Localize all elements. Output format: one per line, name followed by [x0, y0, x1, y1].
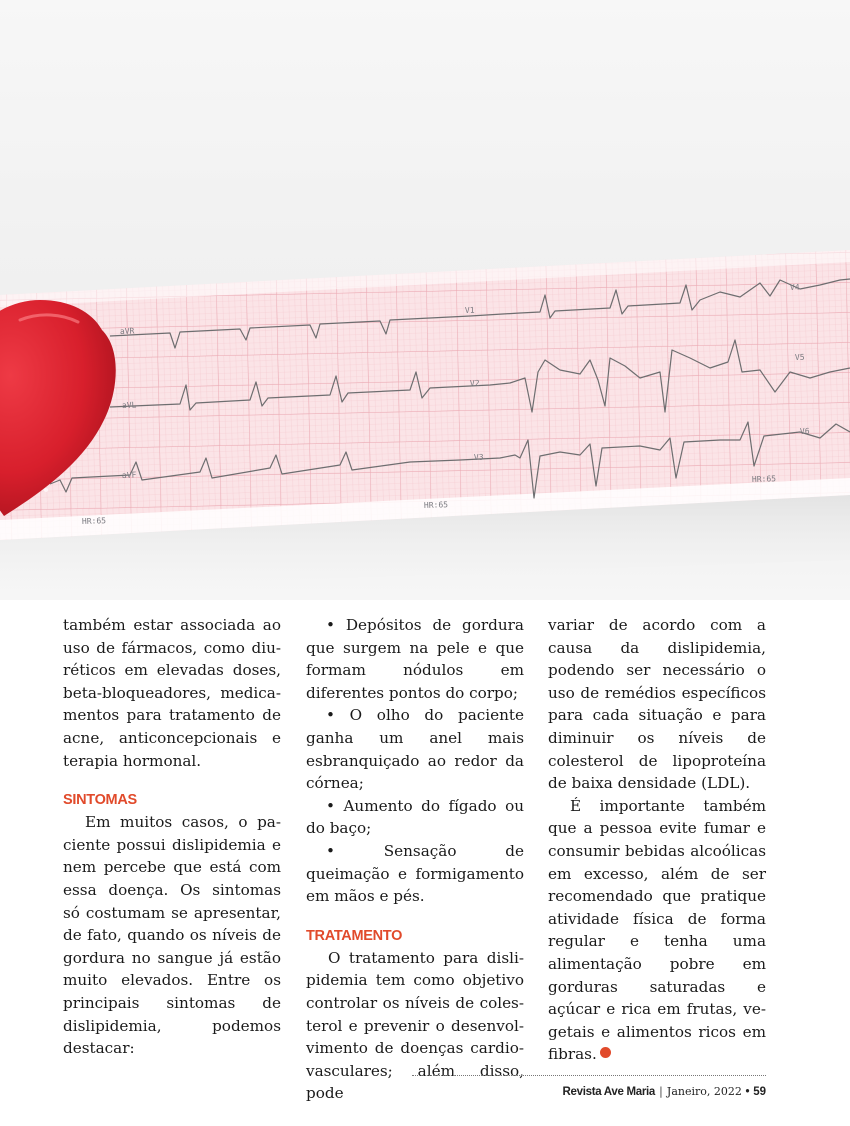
- ecg-lead-label: V3: [473, 452, 484, 462]
- bullet-item: • Sensação de queimação e formigamento em mãos e pés.: [306, 841, 524, 906]
- ecg-lead-label: aVL: [121, 400, 137, 410]
- ecg-lead-label: V2: [469, 378, 480, 388]
- issue-date: Janeiro, 2022: [666, 1085, 742, 1098]
- ecg-hr-label: HR:65: [423, 500, 449, 510]
- ecg-lead-label: aVR: [119, 326, 135, 336]
- paragraph: variar de acordo com a causa da dislipidemia, podendo ser necessário o uso de remédios específicos para cada situação e para diminuir os níveis de colesterol de lipoproteína de baixa densidade (LDL).: [548, 616, 766, 793]
- ecg-lead-label: V6: [799, 426, 810, 436]
- paragraph-final: [548, 795, 766, 1066]
- paragraph-text: É importante também que a pessoa evite fumar e consumir bebidas alcoólicas em excesso, além de ser recomendado que pratique atividade física de forma regular e tenha uma alimentação pobre em gorduras saturadas e açúcar e rica em frutas, vegetais e alimentos ricos em fibras.: [548, 796, 766, 1064]
- text-column-1: [63, 614, 281, 1060]
- ecg-hr-label: HR:65: [751, 474, 777, 484]
- paragraph: Em muitos casos, o paciente possui dislipidemia e nem percebe que está com essa doença. Os sintomas só costumam se apresentar, de fato, quando os níveis de gordura no sangue já estão muito elevados. Entre os principais sintomas de dislipidemia, podemos destacar:: [63, 813, 281, 1058]
- section-heading-sintomas: SINTOMAS: [63, 792, 137, 809]
- ecg-lead-label: V5: [794, 352, 805, 362]
- ecg-lead-label: aVF: [121, 470, 137, 480]
- bullet-item: • Aumento do fígado ou do baço;: [306, 796, 524, 838]
- footer-divider: [412, 1075, 766, 1076]
- paragraph: O tratamento para dislipidemia tem como objetivo controlar os níveis de colesterol e prevenir o desenvolvimento de doenças cardiovasculares; além disso, pode: [306, 948, 524, 1103]
- page-footer: [563, 1083, 766, 1100]
- ecg-lead-label: V1: [464, 305, 475, 315]
- page-bullet: •: [745, 1086, 750, 1098]
- bullet-item: • Depósitos de gordura que surgem na pele e que formam nódulos em diferentes pontos do corpo;: [306, 616, 524, 702]
- ecg-lead-label: V4: [789, 282, 800, 292]
- footer-separator: |: [659, 1084, 663, 1098]
- paragraph: também estar associada ao uso de fármacos, como diuréticos em elevadas doses, beta-bloqueadores, medicamentos para tratamento de acne, anticoncepcionais e terapia hormonal.: [63, 616, 281, 770]
- text-column-3: [548, 614, 766, 1066]
- ecg-hr-label: HR:65: [81, 516, 107, 526]
- page-number: 59: [753, 1086, 766, 1098]
- bullet-item: • O olho do paciente ganha um anel mais esbranquiçado ao redor da córnea;: [306, 706, 524, 793]
- text-column-2: [306, 614, 524, 1105]
- section-heading-tratamento: TRATAMENTO: [306, 927, 403, 944]
- end-mark-icon: [600, 1047, 611, 1058]
- magazine-name: Revista Ave Maria: [562, 1086, 656, 1098]
